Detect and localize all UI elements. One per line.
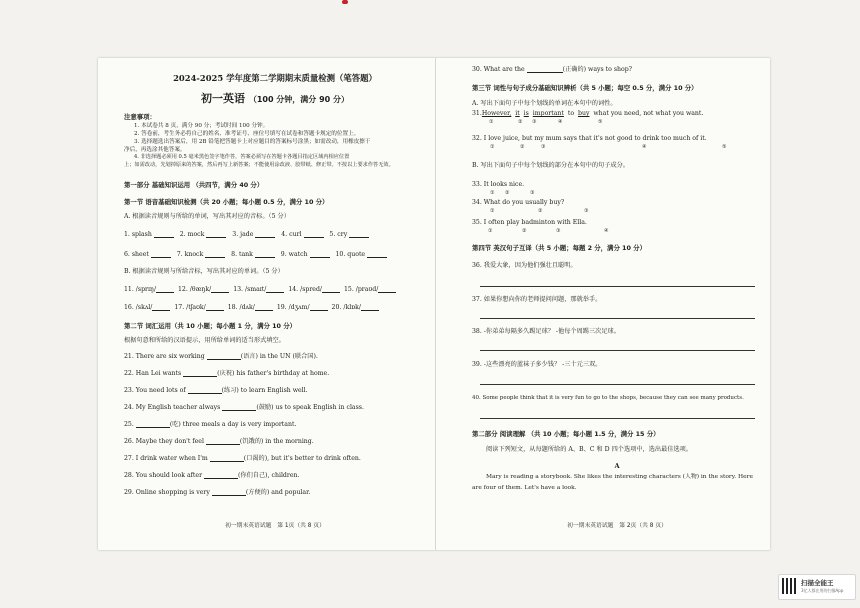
q32-mark: ④ — [642, 144, 647, 150]
q15: 15. /praʊd/ — [343, 286, 379, 293]
q20: 20. /klɒk/ — [331, 304, 361, 311]
q5: 5. cry — [329, 231, 348, 238]
answer-blank[interactable] — [255, 231, 275, 238]
scanner-watermark — [778, 574, 856, 600]
vocab-text: 25. — [124, 421, 134, 428]
answer-blank[interactable] — [310, 304, 328, 311]
answer-blank[interactable] — [204, 472, 238, 479]
q35: 35. I often play badminton with Ella. — [472, 219, 587, 226]
q9: 9. watch — [280, 251, 308, 258]
corner-mark — [342, 0, 348, 4]
q33-mark: ② — [505, 190, 510, 196]
q31-word: it — [515, 110, 520, 117]
q35-mark: ① — [488, 228, 493, 234]
vocab-hint: (语言) in the UN (联合国). — [240, 353, 318, 360]
q35-mark: ④ — [604, 228, 609, 234]
vocab-text: 21. There are six working — [124, 353, 205, 360]
phonetic-row-4 — [124, 304, 379, 311]
vocab-hint: (方便的) and popular. — [245, 489, 311, 496]
answer-blank[interactable] — [188, 387, 222, 394]
q35-mark: ③ — [556, 228, 561, 234]
answer-blank[interactable] — [255, 251, 275, 258]
vocab-q25 — [124, 421, 296, 428]
answer-blank[interactable] — [322, 286, 340, 293]
q12: 12. /θæŋk/ — [177, 286, 212, 293]
q34-mark: ① — [490, 208, 495, 214]
vocab-q24 — [124, 404, 364, 411]
answer-blank[interactable] — [266, 286, 284, 293]
notice-1: 1. 本试卷共 8 页，满分 90 分；考试时间 100 分钟。 — [134, 123, 269, 129]
answer-line-40[interactable] — [480, 418, 755, 419]
q32-mark: ③ — [541, 144, 546, 150]
page-footer-1: 初一期末英语试题 第 1页（共 8 页） — [225, 523, 325, 529]
q18: 18. /dʌk/ — [227, 304, 255, 311]
q31-word: buy — [578, 110, 590, 117]
answer-blank[interactable] — [367, 251, 387, 258]
answer-blank[interactable] — [183, 370, 217, 377]
passage-line-2: are four of them. Let's have a look. — [472, 485, 577, 491]
q31-word: what you need, not what you want. — [593, 110, 704, 117]
q34: 34. What do you usually buy? — [472, 199, 565, 206]
vocab-hint: (鼓励) us to speak English in class. — [256, 404, 364, 411]
answer-blank[interactable] — [152, 304, 170, 311]
q30-text: 30. What are the — [472, 66, 525, 73]
q32: 32. I love juice, but my mum says that it's not good to drink too much of it. — [472, 135, 707, 142]
q13: 13. /smaɪt/ — [233, 286, 267, 293]
answer-blank[interactable] — [207, 353, 241, 360]
q11: 11. /sprɪŋ/ — [124, 286, 157, 293]
page-footer-2: 初一期末英语试题 第 2页（共 8 页） — [567, 523, 667, 529]
vocab-text: 27. I drink water when I'm — [124, 455, 208, 462]
answer-blank[interactable] — [527, 66, 563, 73]
watermark-subtitle: 3亿人都在用的扫描App — [801, 588, 844, 593]
watermark-title: 扫描全能王 — [801, 579, 834, 587]
vocab-text: 29. Online shopping is very — [124, 489, 210, 496]
section4-title: 第四节 英汉句子互译（共 5 小题；每题 2 分，满分 10 分） — [472, 244, 646, 252]
answer-blank[interactable] — [154, 231, 174, 238]
q34-mark: ② — [538, 208, 543, 214]
q31-mark: ① — [489, 119, 494, 125]
q33: 33. It looks nice. — [472, 181, 525, 188]
part2-intro: 阅读下列短文，从每题所给的 A、B、C 和 D 四个选项中，选出最佳选项。 — [486, 446, 693, 453]
q34-mark: ③ — [584, 208, 589, 214]
vocab-text: 23. You need lots of — [124, 387, 186, 394]
answer-blank[interactable] — [206, 231, 226, 238]
q31-mark: ② — [518, 119, 523, 125]
section1-title: 第一节 语音基础知识检测（共 20 小题；每小题 0.5 分，满分 10 分） — [124, 198, 329, 206]
answer-blank[interactable] — [205, 251, 225, 258]
q32-mark: ① — [490, 144, 495, 150]
notice-3b: 净后，再选涂其他答案。 — [124, 147, 186, 153]
vocab-hint: (庆祝) his father's birthday at home. — [217, 370, 330, 377]
part2-title: 第二部分 阅读理解 （共 10 小题；每小题 1.5 分，满分 15 分） — [472, 430, 660, 438]
q32-mark: ② — [520, 144, 525, 150]
phonetic-row-2 — [124, 251, 387, 258]
q14: 14. /spred/ — [288, 286, 323, 293]
q31 — [472, 110, 703, 117]
vocab-q21 — [124, 353, 318, 360]
vocab-hint: (练习) to learn English well. — [221, 387, 308, 394]
page-fold — [435, 58, 436, 550]
vocab-q22 — [124, 370, 329, 377]
q2: 2. mock — [179, 231, 205, 238]
notice-4b: 上；如需改动，先划掉原来的答案，然后再写上新答案；不能使用涂改液、胶带纸、修正带。不按以上要求作答无效。 — [124, 162, 394, 168]
notice-4: 4. 非选择题必须用 0.5 毫米黑色签字笔作答，答案必须写在答题卡各题目指定区域内相应位置 — [134, 154, 350, 160]
exam-subject — [124, 90, 426, 106]
vocab-q26 — [124, 438, 314, 445]
answer-blank[interactable] — [136, 421, 170, 428]
phonetic-row-3 — [124, 286, 396, 293]
vocab-hint: (吃) three meals a day is very important. — [169, 421, 297, 428]
section2-title: 第二节 词汇运用（共 10 小题；每小题 1 分，满分 10 分） — [124, 322, 297, 330]
answer-blank[interactable] — [304, 231, 324, 238]
vocab-text: 28. You should look after — [124, 472, 203, 479]
section-a-title: A. 根据读音规则与所给的单词，写出其对应的音标。（5 分） — [124, 213, 290, 220]
exam-header: 2024-2025 学年度第二学期期末质量检测（笔答题） — [173, 73, 377, 83]
notice-title: 注意事项： — [124, 113, 156, 121]
q35-mark: ② — [522, 228, 527, 234]
q30 — [472, 66, 632, 73]
section2-intro: 根据句意和所给的汉语提示，用所给单词的适当形式填空。 — [124, 337, 285, 344]
q33-mark: ③ — [530, 190, 535, 196]
answer-blank[interactable] — [222, 404, 256, 411]
section3-a: A. 写出下面句子中每个划线的单词在本句中的词性。 — [472, 100, 617, 107]
passage-label: A — [614, 462, 620, 470]
q31-num: 31. — [472, 110, 482, 117]
notice-2: 2. 答卷前，考生务必将自己的姓名、准考证号、座位号填写在试卷和答题卡规定的位置上。 — [134, 131, 360, 137]
vocab-hint: (口渴的), but it's better to drink often. — [243, 455, 361, 462]
answer-line-39[interactable] — [480, 384, 755, 385]
vocab-q28 — [124, 472, 299, 479]
answer-blank[interactable] — [206, 304, 224, 311]
phonetic-row-1 — [124, 231, 369, 238]
part1-title: 第一部分 基础知识运用 （共四节，满分 40 分） — [124, 181, 264, 189]
answer-blank[interactable] — [206, 438, 240, 445]
q31-mark: ③ — [532, 119, 537, 125]
q7: 7. knock — [176, 251, 204, 258]
answer-blank[interactable] — [361, 304, 379, 311]
vocab-text: 26. Maybe they don't feel — [124, 438, 204, 445]
answer-line-38[interactable] — [480, 350, 755, 351]
q4: 4. curl — [281, 231, 302, 238]
q39: 39. -这些漂亮的蓝袜子多少钱？ -三十元三双。 — [472, 361, 602, 368]
answer-blank[interactable] — [378, 286, 396, 293]
q10: 10. quote — [335, 251, 366, 258]
notice-3: 3. 选择题选出答案后，用 2B 铅笔把答题卡上对应题目的答案标号涂黑；如需改动，用橡皮擦干 — [134, 139, 371, 145]
score-info: （100 分钟，满分 90 分） — [248, 95, 350, 104]
vocab-text: 24. My English teacher always — [124, 404, 221, 411]
answer-line-37[interactable] — [480, 318, 755, 319]
vocab-hint: (你们自己), children. — [238, 472, 300, 479]
q16: 16. /skʌl/ — [124, 304, 153, 311]
q32-mark: ⑤ — [722, 144, 727, 150]
answer-blank[interactable] — [210, 455, 244, 462]
vocab-hint: (饥饿的) in the morning. — [239, 438, 314, 445]
qr-code-icon — [782, 578, 798, 594]
answer-line-36[interactable] — [480, 286, 755, 287]
q31-mark: ⑤ — [598, 119, 603, 125]
section3-title: 第三节 词性与句子成分基础知识辨析（共 5 小题；每空 0.5 分，满分 10 分） — [472, 84, 698, 92]
q1: 1. splash — [124, 231, 152, 238]
q37: 37. 如果你想向你的老师提问问题，那就举手。 — [472, 296, 602, 303]
q33-mark: ① — [490, 190, 495, 196]
vocab-text: 22. Han Lei wants — [124, 370, 182, 377]
q17: 17. /tʃaʊk/ — [174, 304, 206, 311]
q6: 6. sheet — [124, 251, 149, 258]
answer-blank[interactable] — [310, 251, 330, 258]
answer-blank[interactable] — [211, 286, 229, 293]
subject-title: 初一英语 — [200, 92, 245, 105]
q31-word: important — [532, 110, 564, 117]
vocab-q23 — [124, 387, 308, 394]
passage-line-1: Mary is reading a storybook. She likes the interesting characters (人物) in the story. Here — [486, 474, 753, 480]
q31-mark: ④ — [558, 119, 563, 125]
q8: 8. tank — [231, 251, 253, 258]
vocab-q29 — [124, 489, 310, 496]
q31-word: is — [523, 110, 529, 117]
section-b-title: B. 根据读音规则与所给音标，写出其对应的单词。（5 分） — [124, 268, 284, 275]
answer-blank[interactable] — [349, 231, 369, 238]
q40: 40. Some people think that it is very fun to go to the shops, because they can see many products. — [472, 395, 744, 401]
section3-b: B. 写出下面句子中每个划线的部分在本句中的句子成分。 — [472, 162, 629, 169]
q19: 19. /dʒʌm/ — [276, 304, 310, 311]
q30-hint: (正确的) ways to shop? — [562, 66, 632, 73]
q38: 38. -你弟弟每隔多久踢足球？ -他每个周踢三次足球。 — [472, 328, 620, 335]
answer-blank[interactable] — [255, 304, 273, 311]
q31-word: However, — [481, 110, 512, 117]
q3: 3. jade — [232, 231, 254, 238]
vocab-q27 — [124, 455, 361, 462]
answer-blank[interactable] — [212, 489, 246, 496]
q31-word: to — [567, 110, 575, 117]
answer-blank[interactable] — [156, 286, 174, 293]
q36: 36. 我爱大象，因为他们强壮且聪明。 — [472, 262, 577, 269]
answer-blank[interactable] — [151, 251, 171, 258]
